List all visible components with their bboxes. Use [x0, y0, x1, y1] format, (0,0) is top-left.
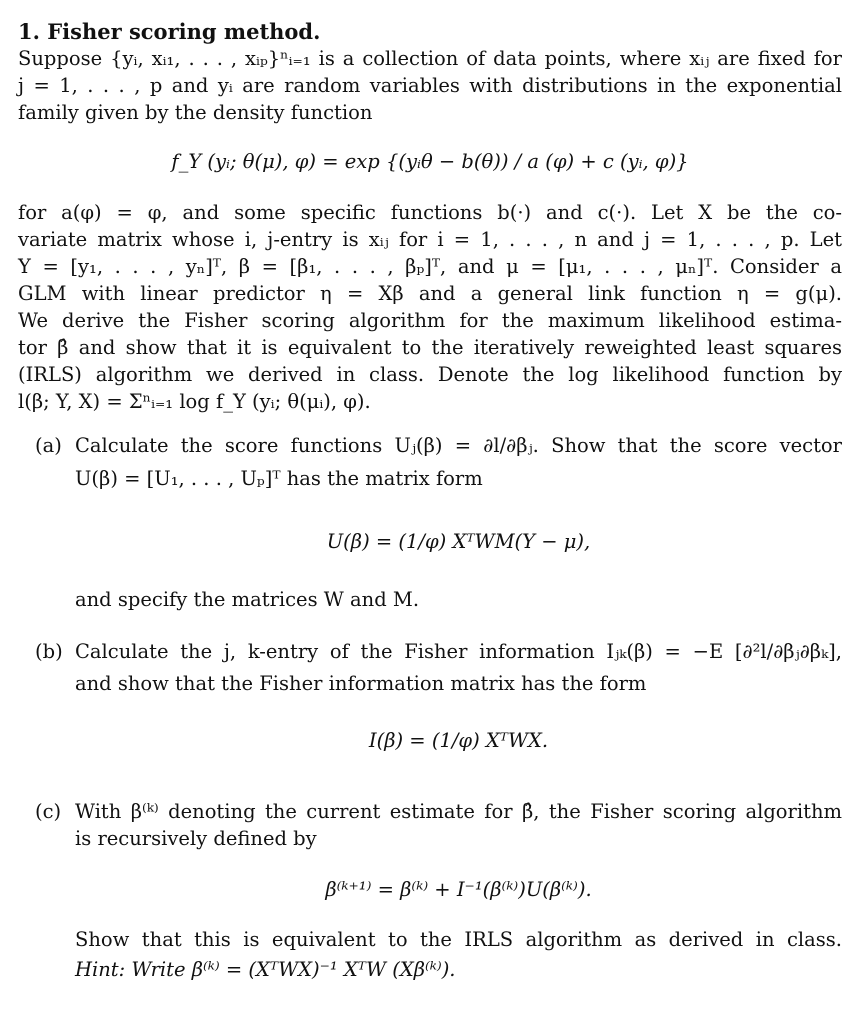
part-a-line-1: Calculate the score functions Uⱼ(β) = ∂l/∂βⱼ. Show that the score vector: [75, 434, 842, 457]
intro-line-1: Suppose {yᵢ, xᵢ₁, . . . , xᵢₚ}ⁿᵢ₌₁ is a collection of data points, where xᵢⱼ are fixed for: [18, 47, 842, 70]
part-a-equation: U(β) = (1/φ) XᵀWM(Y − μ),: [326, 530, 591, 553]
density-equation: f_Y (yᵢ; θ(μ), φ) = exp {(yᵢθ − b(θ)) / a (φ) + c (yᵢ, φ)}: [171, 150, 689, 173]
body-line-3: Y = [y₁, . . . , yₙ]ᵀ, β = [β₁, . . . , βₚ]ᵀ, and μ = [μ₁, . . . , μₙ]ᵀ. Consider a: [18, 255, 842, 278]
part-c-equation: β⁽ᵏ⁺¹⁾ = β⁽ᵏ⁾ + I⁻¹(β⁽ᵏ⁾)U(β⁽ᵏ⁾).: [325, 878, 592, 901]
part-a-line-2: U(β) = [U₁, . . . , Uₚ]ᵀ has the matrix form: [75, 467, 483, 490]
part-c-hint: Hint: Write β⁽ᵏ⁾ = (XᵀWX)⁻¹ XᵀW (Xβ⁽ᵏ⁾).: [75, 958, 456, 981]
body-line-8: l(β; Y, X) = Σⁿᵢ₌₁ log f_Y (yᵢ; θ(μᵢ), φ).: [18, 390, 371, 413]
part-b-line-2: and show that the Fisher information matrix has the form: [75, 672, 647, 695]
part-c-line-2: is recursively defined by: [75, 827, 317, 850]
body-line-6: tor β̂ and show that it is equivalent to the iteratively reweighted least squares: [18, 336, 842, 359]
part-c-line-1: With β⁽ᵏ⁾ denoting the current estimate for β̂, the Fisher scoring algorithm: [75, 800, 842, 823]
body-line-7: (IRLS) algorithm we derived in class. Denote the log likelihood function by: [18, 363, 842, 386]
body-line-5: We derive the Fisher scoring algorithm for the maximum likelihood estima-: [18, 309, 842, 332]
body-line-2: variate matrix whose i, j-entry is xᵢⱼ for i = 1, . . . , n and j = 1, . . . , p. Let: [18, 228, 842, 251]
part-b-line-1: Calculate the j, k-entry of the Fisher information Iⱼₖ(β) = −E [∂²l/∂βⱼ∂βₖ],: [75, 640, 842, 663]
body-line-4: GLM with linear predictor η = Xβ and a general link function η = g(μ).: [18, 282, 842, 305]
part-c-label: (c): [35, 800, 62, 823]
part-a-label: (a): [35, 434, 62, 457]
intro-line-3: family given by the density function: [18, 101, 373, 124]
part-b-label: (b): [35, 640, 63, 663]
intro-line-2: j = 1, . . . , p and yᵢ are random variables with distributions in the exponential: [18, 74, 842, 97]
part-c-after: Show that this is equivalent to the IRLS algorithm as derived in class.: [75, 928, 842, 951]
part-a-after: and specify the matrices W and M.: [75, 588, 420, 611]
body-line-1: for a(φ) = φ, and some specific functions b(·) and c(·). Let X be the co-: [18, 201, 842, 224]
part-b-equation: I(β) = (1/φ) XᵀWX.: [368, 729, 549, 752]
problem-heading: 1. Fisher scoring method.: [18, 19, 321, 44]
